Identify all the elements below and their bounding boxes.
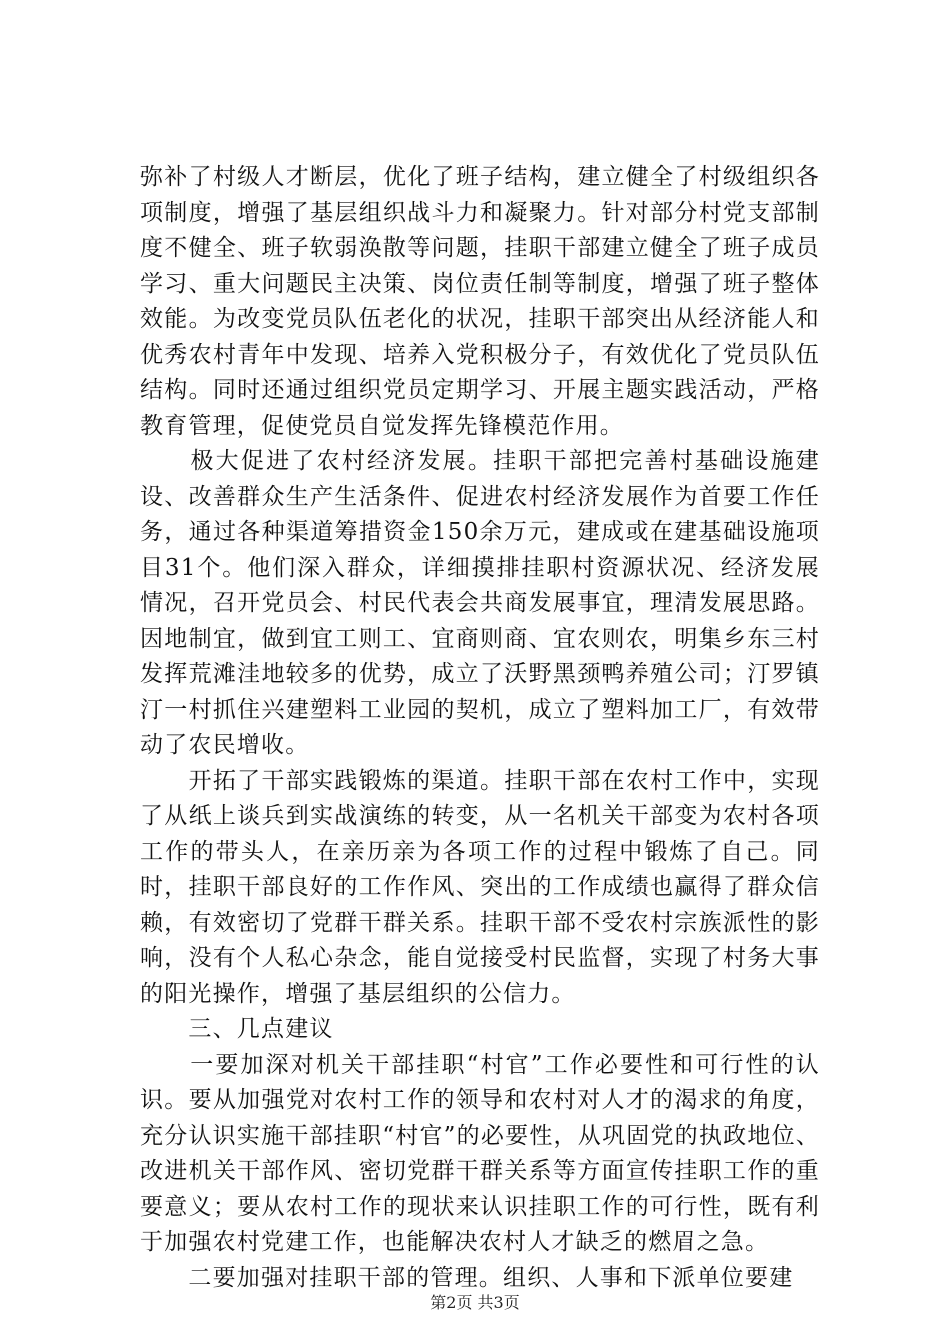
paragraph-2: 极大促进了农村经济发展。挂职干部把完善村基础设施建设、改善群众生产生活条件、促进农村经济发展作为首要工作任务，通过各种渠道筹措资金150余万元，建成或在建基础设施项目31个。他们深入群众，详细摸排挂职村资源状况、经济发展情况，召开党员会、村民代表会共商发展事宜，理清发展思路。因地制宜，做到宜工则工、宜商则商、宜农则农，明集乡东三村发挥荒滩洼地较多的优势，成立了沃野黑颈鸭养殖公司；汀罗镇汀一村抓住兴建塑料工业园的契机，成立了塑料加工厂，有效带动了农民增收。 [140,448,820,758]
paragraph-3: 开拓了干部实践锻炼的渠道。挂职干部在农村工作中，实现了从纸上谈兵到实战演练的转变，从一名机关干部变为农村各项工作的带头人，在亲历亲为各项工作的过程中锻炼了自己。同时，挂职干部良好的工作作风、突出的工作成绩也赢得了群众信赖，有效密切了党群干群关系。挂职干部不受农村宗族派性的影响，没有个人私心杂念，能自觉接受村民监督，实现了村务大事的阳光操作，增强了基层组织的公信力。 [140,767,820,1007]
page-number-footer: 第2页 共3页 [430,1293,520,1312]
paragraph-5: 二要加强对挂职干部的管理。组织、人事和下派单位要建 [140,1264,794,1291]
paragraph-4: 一要加深对机关干部挂职“村官”工作必要性和可行性的认识。要从加强党对农村工作的领导和农村对人才的渴求的角度，充分认识实施干部挂职“村官”的必要性，从巩固党的执政地位、改进机关干部作风、密切党群干群关系等方面宣传挂职工作的重要意义；要从农村工作的现状来认识挂职工作的可行性，既有利于加强农村党建工作，也能解决农村人才缺乏的燃眉之急。 [140,1051,820,1255]
body-text [140,160,820,1296]
paragraph-1: 弥补了村级人才断层，优化了班子结构，建立健全了村级组织各项制度，增强了基层组织战斗力和凝聚力。针对部分村党支部制度不健全、班子软弱涣散等问题，挂职干部建立健全了班子成员学习、重大问题民主决策、岗位责任制等制度，增强了班子整体效能。为改变党员队伍老化的状况，挂职干部突出从经济能人和优秀农村青年中发现、培养入党积极分子，有效优化了党员队伍结构。同时还通过组织党员定期学习、开展主题实践活动，严格教育管理，促使党员自觉发挥先锋模范作用。 [140,164,820,439]
section-heading: 三、几点建议 [140,1016,334,1042]
